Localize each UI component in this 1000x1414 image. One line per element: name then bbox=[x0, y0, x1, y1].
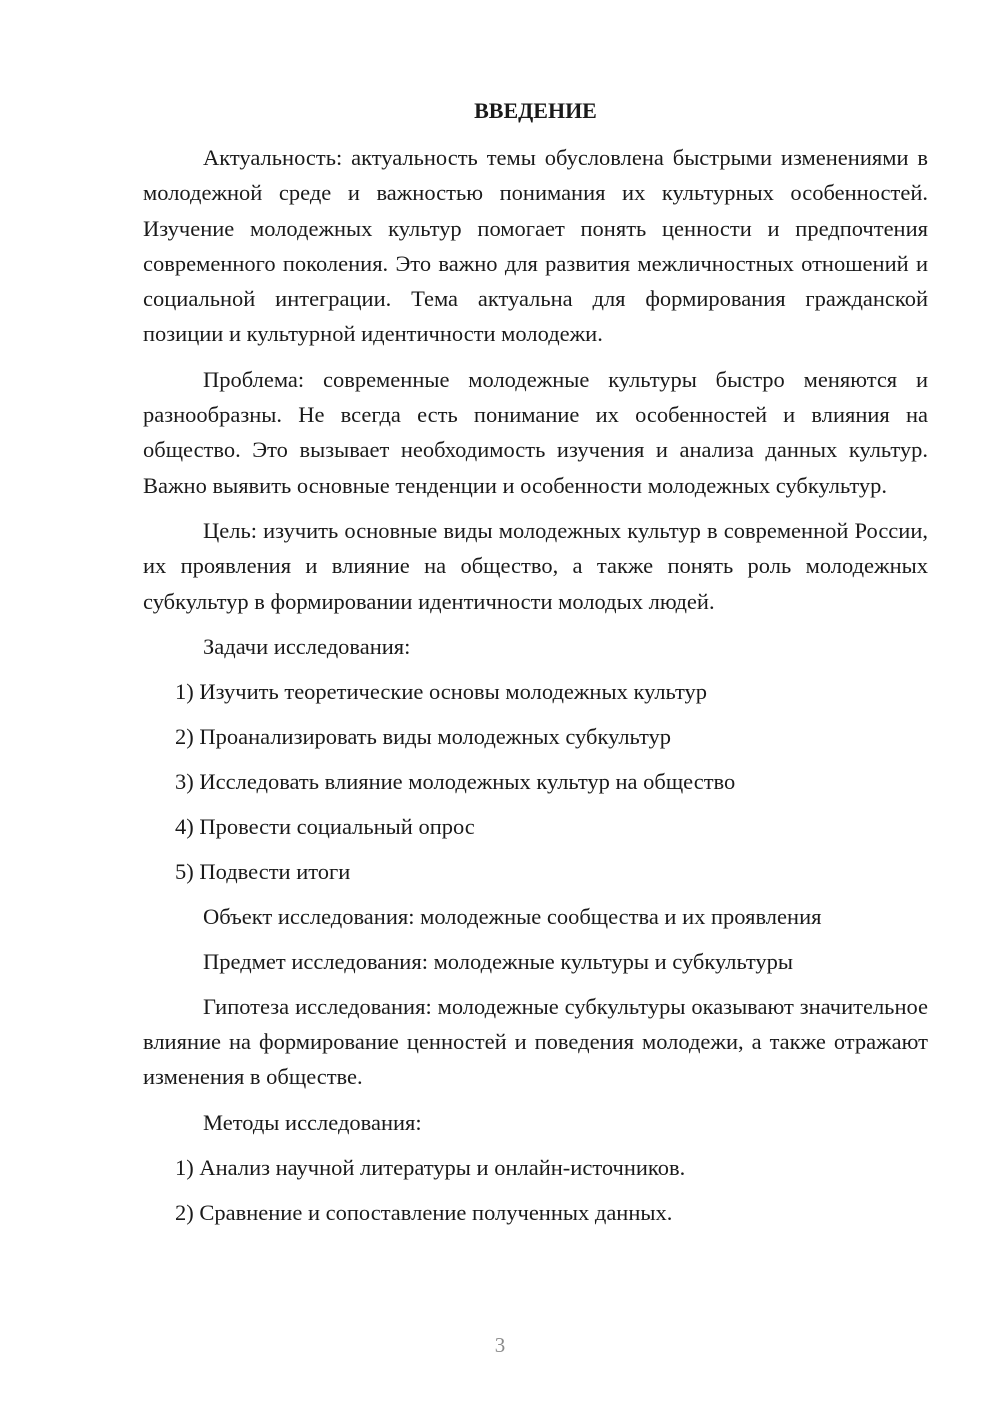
section-title: ВВЕДЕНИЕ bbox=[474, 98, 597, 123]
hypothesis-paragraph: Гипотеза исследования: молодежные субкультуры оказывают значительное влияние на формирование ценностей и поведения молодежи, а также отражают изменения в обществе. bbox=[143, 993, 928, 1090]
research-subject: Предмет исследования: молодежные культуры и субкультуры bbox=[203, 948, 794, 974]
research-object: Объект исследования: молодежные сообщества и их проявления bbox=[203, 903, 822, 929]
goal-paragraph: Цель: изучить основные виды молодежных культур в современной России, их проявления и влияние на общество, а также понять роль молодежных субкультур в формировании идентичности молодых людей. bbox=[143, 517, 928, 614]
page-number: 3 bbox=[494, 1333, 506, 1357]
task-item-4: 4) Провести социальный опрос bbox=[175, 813, 475, 839]
task-item-3: 3) Исследовать влияние молодежных культур на общество bbox=[175, 768, 736, 794]
method-item-1: 1) Анализ научной литературы и онлайн-источников. bbox=[175, 1154, 686, 1180]
document-page bbox=[143, 96, 928, 1240]
method-item-2: 2) Сравнение и сопоставление полученных данных. bbox=[175, 1199, 673, 1225]
relevance-paragraph: Актуальность: актуальность темы обусловлена быстрыми изменениями в молодежной среде и важностью понимания их культурных особенностей. Изучение молодежных культур помогает понять ценности и предпочтения современного поколения. Это важно для развития межличностных отношений и социальной интеграции. Тема актуальна для формирования гражданской позиции и культурной идентичности молодежи. bbox=[143, 145, 928, 347]
methods-heading: Методы исследования: bbox=[203, 1109, 422, 1135]
problem-paragraph: Проблема: современные молодежные культуры быстро меняются и разнообразны. Не всегда есть понимание их особенностей и влияния на общество. Это вызывает необходимость изучения и анализа данных культур. Важно выявить основные тенденции и особенности молодежных субкультур. bbox=[143, 366, 928, 498]
task-item-2: 2) Проанализировать виды молодежных субкультур bbox=[175, 723, 671, 749]
task-item-5: 5) Подвести итоги bbox=[175, 858, 351, 884]
tasks-heading: Задачи исследования: bbox=[203, 633, 411, 659]
task-item-1: 1) Изучить теоретические основы молодежных культур bbox=[175, 678, 708, 704]
